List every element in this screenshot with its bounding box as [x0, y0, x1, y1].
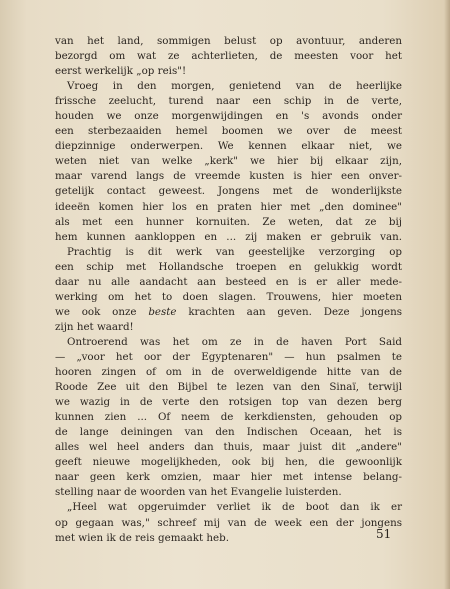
text-line: eerst werkelijk „op reis"! [55, 65, 187, 78]
text-line: bezorgd om wat ze achterlieten, de meesten voor het [55, 50, 402, 63]
text-line: Prachtig is dit werk van geestelijke verzorging op [67, 245, 402, 258]
text-line: we ook onze beste krachten aan geven. Deze jongens [55, 305, 402, 318]
text-line: getelijk contact geweest. Jongens met de wonderlijkste [55, 185, 402, 198]
paragraph [55, 335, 402, 501]
page-body-text [55, 34, 402, 546]
text-line: „Heel wat opgeruimder verliet ik de boot dan ik er [67, 501, 402, 514]
text-line: — „voor het oor der Egyptenaren" — hun psalmen te [55, 350, 402, 363]
text-line: op gegaan was," schreef mij van de week een der jongens [55, 516, 402, 529]
text-line: geeft nieuwe mogelijkheden, ook bij hen, die gewoonlijk [55, 456, 402, 469]
text-line: we wazig in de verte den rotsigen top van dezen berg [55, 396, 402, 409]
text-line: hem kunnen aankloppen en ... zij maken er gebruik van. [55, 230, 402, 243]
text-line: als met een hunner kornuiten. Ze weten, dat ze bij [55, 215, 402, 228]
text-line: ideeën komen hier los en praten hier met „den dominee" [55, 200, 402, 213]
text-line: alles wel heel anders dan thuis, maar juist dit „andere" [55, 441, 402, 454]
text-line: frissche zeelucht, turend naar een schip in de verte, [55, 95, 402, 108]
text-line: zijn het waard! [55, 320, 134, 333]
text-line: werking om het to doen slagen. Trouwens, hier moeten [55, 290, 402, 303]
paragraph [55, 79, 402, 245]
text-line: een schip met Hollandsche troepen en gelukkig wordt [55, 260, 402, 273]
text-line: daar nu alle aandacht aan besteed en is er aller mede- [55, 275, 402, 288]
text-line: diepzinnige onderwerpen. We kennen elkaar niet, we [55, 140, 402, 153]
page-number: 51 [376, 527, 392, 541]
text-line: maar varend langs de vreemde kusten is hier een onver- [55, 170, 402, 183]
text-line: naar geen kerk omzien, maar hier met intense belang- [55, 471, 402, 484]
text-line: Roode Zee uit den Bijbel te lezen van den Sinaï, terwijl [55, 381, 402, 394]
text-line: houden we onze morgenwijdingen en 's avonds onder [55, 110, 402, 123]
text-line: hooren zingen of om in de overweldigende hitte van de [55, 366, 402, 379]
paragraph [55, 34, 402, 79]
text-line: een sterbezaaiden hemel boomen we over de meest [55, 125, 402, 138]
text-line: van het land, sommigen belust op avontuur, anderen [55, 35, 402, 47]
text-line: Vroeg in den morgen, genietend van de heerlijke [67, 80, 402, 93]
text-line: stelling naar de woorden van het Evangelie luisterden. [55, 486, 342, 499]
text-line: met wien ik de reis gemaakt heb. [55, 531, 229, 544]
paragraph [55, 245, 402, 335]
text-line: weten niet van welke „kerk" we hier bij elkaar zijn, [55, 155, 402, 168]
paragraph [55, 500, 402, 545]
text-line: kunnen zien ... Of neem de kerkdiensten, gehouden op [55, 411, 402, 424]
text-line: de lange deiningen van den Indischen Oceaan, het is [55, 426, 402, 439]
text-line: Ontroerend was het om ze in de haven Port Said [67, 335, 402, 348]
